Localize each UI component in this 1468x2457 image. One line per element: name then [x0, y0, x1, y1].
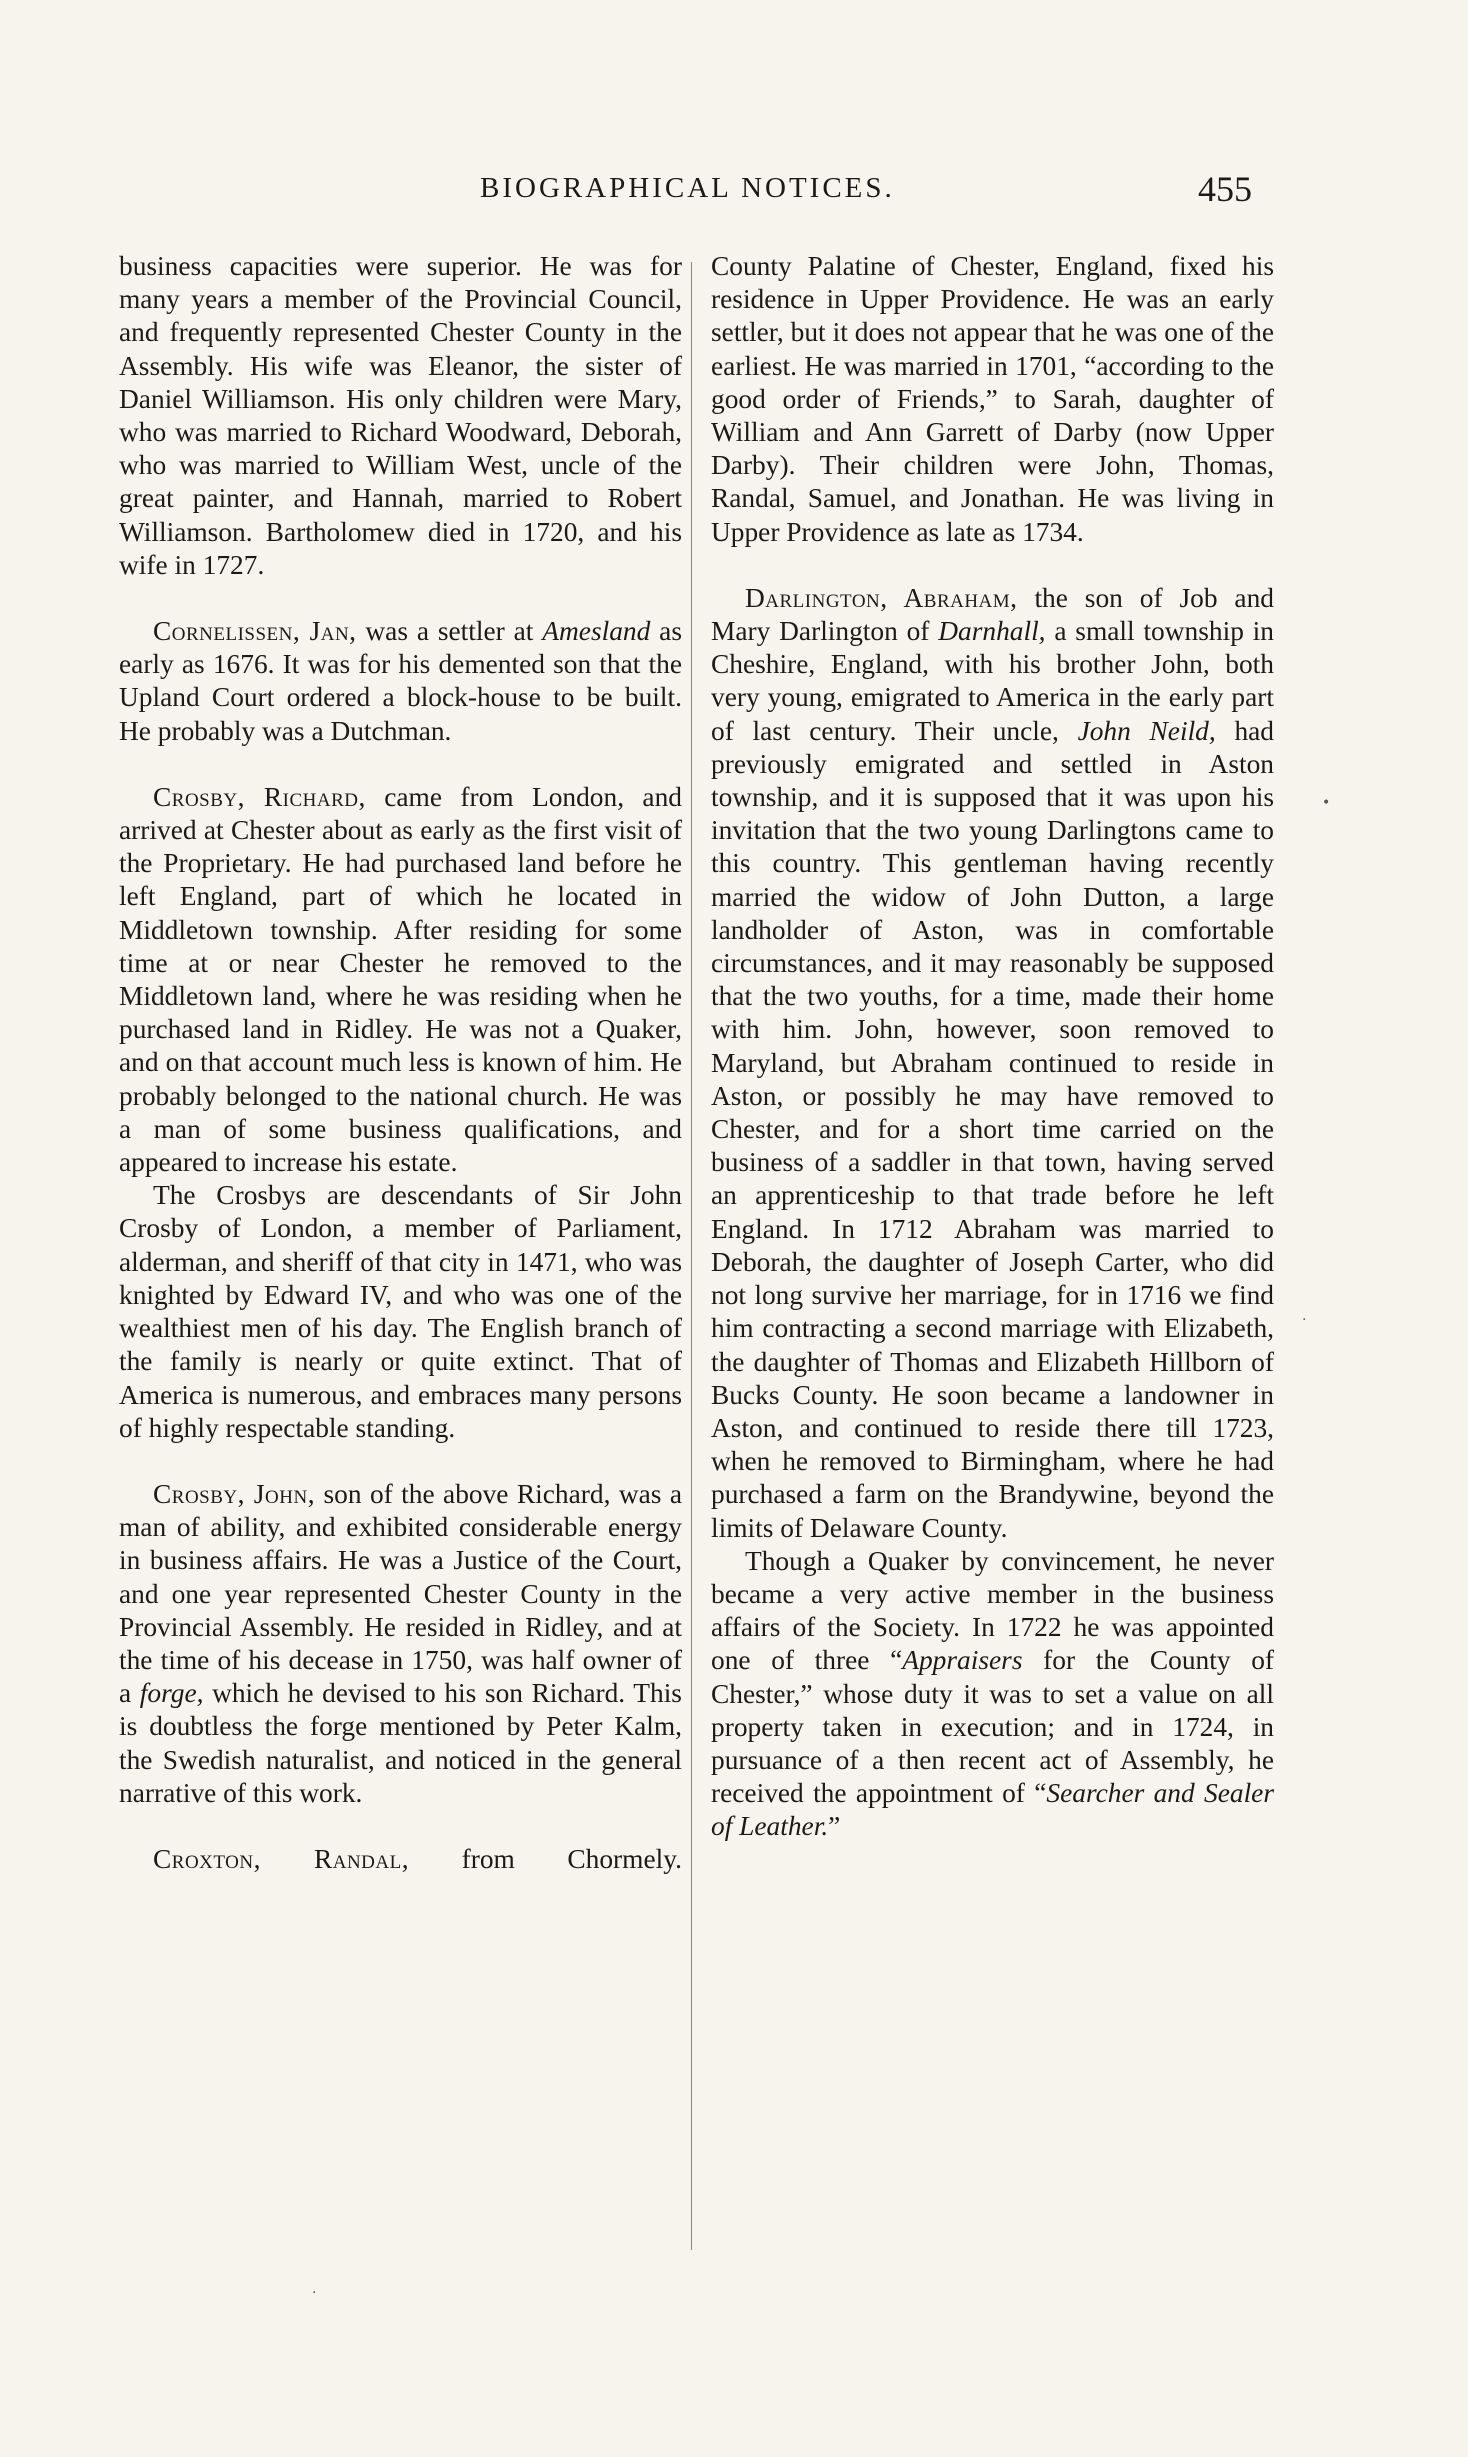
page-number: 455	[1198, 169, 1252, 209]
entry-name: Darlington, Abraham,	[745, 582, 1018, 613]
entry-text: was a settler at	[365, 616, 534, 647]
entry-text: which he devised to his son Richard. This is doubtless the forge mentioned by Peter Kalm, the Swedish naturalist, and noticed in the general narrative of this work.	[119, 1678, 682, 1808]
entry-name: Cornelissen, Jan,	[153, 616, 357, 647]
entry-cornelissen	[119, 615, 682, 748]
italic-term: forge,	[139, 1678, 204, 1709]
entry-text: a small township in Cheshire, England, with his brother John, both very young, emigrated to America in the early part of last century. Their uncle,	[711, 616, 1274, 746]
entry-text: the son of Job and Mary Darlington of	[711, 582, 1274, 647]
entry-crosby-richard	[119, 781, 682, 1445]
right-column	[711, 250, 1274, 1877]
entry-name: Crosby, John,	[153, 1478, 316, 1509]
entry-name: Croxton, Randal,	[153, 1843, 410, 1874]
italic-term: Searcher and Sealer of Leather.	[711, 1778, 1274, 1842]
entry-text: from Chormely.	[461, 1843, 682, 1874]
entry-text: Though a Quaker by convincement, he never became a very active member in the business affairs of the Society. In 1722 he was appointed one of three “	[711, 1545, 1274, 1676]
entry-paragraph	[119, 781, 682, 1179]
entry-paragraph	[119, 1478, 682, 1810]
entry-paragraph	[119, 615, 682, 748]
entry-croxton	[119, 1843, 682, 1876]
left-column	[119, 250, 682, 1909]
entry-continuation	[119, 250, 682, 582]
entry-text: County Palatine of Chester, England, fixed his residence in Upper Providence. He was an early settler, but it does not appear that he was one of the earliest. He was married in 1701, “according to the good order of Friends,” to Sarah, daughter of William and Ann Garrett of Darby (now Upper Darby). Their children were John, Thomas, Randal, Samuel, and Jonathan. He was living in Upper Providence as late as 1734.	[711, 251, 1274, 547]
entry-text: as early as 1676. It was for his demented son that the Upland Court ordered a block-house to be built. He probably was a Dutchman.	[119, 616, 682, 746]
entry-croxton-continued	[711, 250, 1274, 549]
ink-speck: ·	[312, 2285, 317, 2301]
entry-paragraph	[711, 582, 1274, 1545]
entry-text: for the County of Chester,” whose duty it was to set a value on all property taken in execution; and in 1724, in pursuance of a then recent act of Assembly, he received the appointment of “	[711, 1645, 1275, 1809]
entry-text: had previously emigrated and settled in Aston township, and it is supposed that it was upon his invitation that the two young Darlingtons came to this country. This gentleman having recently married the widow of John Dutton, a large landholder of Aston, was in comfortable circumstances, and it may reasonably be supposed that the two youths, for a time, made their home with him. John, however, soon removed to Maryland, but Abraham continued to reside in Aston, or possibly he may have removed to Chester, and for a short time carried on the business of a saddler in that town, having served an apprenticeship to that trade before he left England. In 1712 Abraham was married to Deborah, the daughter of Joseph Carter, who did not long survive her marriage, for in 1716 we find him contracting a second marriage with Elizabeth, the daughter of Thomas and Elizabeth Hillborn of Bucks County. He soon became a landowner in Aston, and continued to reside there till 1723, when he removed to Birmingham, where he had purchased a farm on the Brandywine, beyond the limits of Delaware County.	[711, 715, 1274, 1543]
column-divider	[691, 262, 692, 2250]
running-header: BIOGRAPHICAL NOTICES.	[480, 172, 895, 204]
place-name: Amesland	[542, 616, 651, 647]
entry-paragraph: The Crosbys are descendants of Sir John Crosby of London, a member of Parliament, alderman, and sheriff of that city in 1471, who was knighted by Edward IV, and who was one of the wealthiest men of his day. The English branch of the family is nearly or quite extinct. That of America is numerous, and embraces many persons of highly respectable standing.	[119, 1180, 682, 1443]
entry-text: came from London, and arrived at Chester about as early as the first visit of the Proprietary. He had purchased land before he left England, part of which he located in Middletown township. After residing for some time at or near Chester he removed to the Middletown land, where he was residing when he purchased land in Ridley. He was not a Quaker, and on that account much less is known of him. He probably belonged to the national church. He was a man of some business qualifications, and appeared to increase his estate.	[119, 781, 682, 1178]
entry-paragraph	[711, 1545, 1274, 1844]
place-name: Darnhall,	[938, 616, 1046, 647]
entry-text: business capacities were superior. He was for many years a member of the Provincial Council, and frequently represented Chester County in the Assembly. His wife was Eleanor, the sister of Daniel Williamson. His only children were Mary, who was married to Richard Woodward, Deborah, who was married to William West, uncle of the great painter, and Hannah, married to Robert Williamson. Bartholomew died in 1720, and his wife in 1727.	[119, 251, 682, 580]
entry-name: Crosby, Richard,	[153, 781, 366, 812]
entry-paragraph	[119, 1843, 682, 1876]
entry-crosby-john	[119, 1478, 682, 1810]
ink-speck: .	[1302, 1308, 1307, 1324]
entry-darlington	[711, 582, 1274, 1844]
entry-text: son of the above Richard, was a man of ability, and exhibited considerable energy in business affairs. He was a Justice of the Court, and one year represented Chester County in the Provincial Assembly. He resided in Ridley, and at the time of his decease in 1750, was half owner of a	[119, 1478, 682, 1709]
entry-text: ”	[828, 1811, 841, 1842]
italic-term: Appraisers	[902, 1645, 1023, 1676]
ink-speck: •	[1322, 795, 1331, 811]
person-name: John Neild,	[1077, 715, 1216, 746]
